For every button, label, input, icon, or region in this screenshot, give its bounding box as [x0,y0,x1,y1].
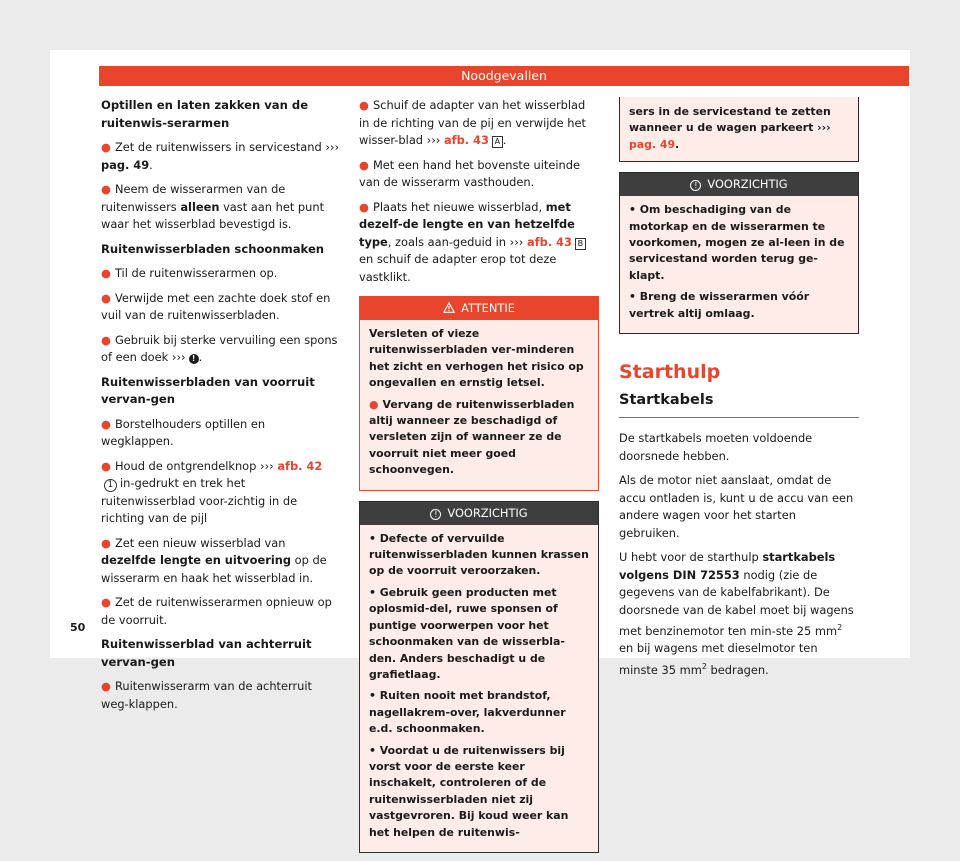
voorzichtig-box [619,172,859,334]
bullet-item: ● Met een hand het bovenste uiteinde van de wisserarm vasthouden. [359,157,580,189]
bullet-icon: ● [101,266,111,280]
paragraph: Als de motor niet aanslaat, omdat de accu ontladen is, kunt u de accu van een andere wagen voor het starten gebruiken. [619,473,854,540]
bullet-icon: ● [101,416,111,431]
attentie-body: Versleten of vieze ruitenwisserbladen ver-minderen het zicht en verhogen het risico op ongevallen en ernstig letsel. ● Vervang de ruitenwisserbladen altij wanneer ze beschadigd of versleten zijn of wanneer ze de voorruit niet meer goed schoonvegen. [360,320,598,490]
bullet-icon: ● [101,458,111,473]
heading-wiper-arms: Optillen en laten zakken van de ruitenwis-serarmen [101,98,309,130]
section-title: Starthulp [619,361,721,384]
warning-triangle-icon [443,302,455,313]
heading-replace-front: Ruitenwisserbladen van voorruit vervan-gen [101,374,315,406]
figure-ref-link[interactable]: afb. 43 [443,133,489,147]
heading-replace-rear: Ruitenwisserblad van achterruit vervan-gen [101,637,312,669]
heading-clean-blades: Ruitenwisserbladen schoonmaken [101,241,325,256]
figure-ref-link[interactable]: afb. 42 [277,458,323,473]
bullet-icon: ● [359,98,369,112]
column-1 [101,97,341,720]
bullet-item: ● Zet de ruitenwisserarmen opnieuw op de voorruit. [101,595,332,627]
bullet-icon: ● [101,679,111,693]
voorzichtig-continuation-box [619,97,859,162]
attentie-title: ATTENTIE [360,297,598,320]
info-circle-icon: ! [690,180,701,191]
continuation-body: sers in de servicestand te zetten wanneer u de wagen parkeert ››› pag. 49. [620,97,858,161]
paragraph: U hebt voor de starthulp startkabels volgens DIN 72553 nodig (zie de gegevens van de kabelfabrikant). De doorsnede van de kabel moet bij wagens met benzinemotor ten min-ste 25 $mm^2$ en bij wagens met dieselmotor ten minste 35 $mm^2$ bedragen. [619,550,854,677]
info-circle-icon: ! [430,509,441,520]
column-3 [619,97,859,686]
bullet-item: ● Ruitenwisserarm van de achterruit weg-klappen. [101,679,313,711]
callout-letter: B [575,238,586,250]
callout-letter: A [492,136,503,148]
voorzichtig-title: ! VOORZICHTIG [620,173,858,196]
bullet-item: ● Til de ruitenwisserarmen op. [101,266,278,280]
bullet-icon: ● [101,140,111,154]
callout-number: 1 [104,479,117,492]
paragraph: De startkabels moeten voldoende doorsnede hebben. [619,431,813,463]
bullet-icon: ● [359,157,369,172]
warning-icon[interactable]: ! [189,354,199,364]
voorzichtig-body [620,196,858,333]
bullet-item: ● Vervang de ruitenwisserbladen altij wanneer ze beschadigd of versleten zijn of wanneer ze de voorruit niet meer goed schoonvegen. [369,397,575,477]
manual-page [50,50,910,839]
bullet-item: ● Borstelhouders optillen en wegklappen. [101,416,266,448]
bullet-icon: ● [101,182,111,196]
bullet-item: ● Houd de ontgrendelknop ››› afb. 421 in-gedrukt en trek het ruitenwisserblad voor-zichtig in de richting van de pijl [101,458,323,525]
bullet-item: • Defecte of vervuilde ruitenwisserbladen kunnen krassen op de voorruit veroorzaken. [369,531,589,578]
bullet-item: ● Schuif de adapter van het wisserblad in de richting van de pij en verwijde het wisser-blad ››› afb. 43 A . [359,98,586,147]
bullet-item: ● Zet de ruitenwissers in servicestand ››› pag. 49. [101,140,339,172]
voorzichtig-body [360,525,598,852]
section-header: Noodgevallen [99,66,909,86]
bullet-icon: ● [101,332,111,347]
attentie-box [359,296,599,491]
page-ref-link[interactable]: pag. 49 [629,137,676,151]
page-number: 50 [70,621,86,634]
figure-ref-link[interactable]: afb. 43 [526,234,572,249]
bullet-item: ● Verwijde met een zachte doek stof en vuil van de ruitenwisserbladen. [101,290,331,322]
bullet-icon: ● [101,290,111,305]
bullet-item: ● Zet een nieuw wisserblad van dezelfde lengte en uitvoering op de wisserarm en haak het wisserblad in. [101,535,327,585]
bullet-icon: ● [369,397,379,411]
sub-title: Startkabels [619,392,859,419]
column-2 [359,97,599,861]
bullet-item: ● Plaats het nieuwe wisserblad, met dezelf-de lengte en van hetzelfde type, zoals aan-geduid in ››› afb. 43 B en schuif de adapter erop tot deze vastklikt. [359,199,599,287]
bullet-item: • Ruiten nooit met brandstof, nagellakrem-over, lakverdunner e.d. schoonmaken. [369,689,566,736]
bullet-icon: ● [101,595,111,609]
bullet-item: • Gebruik geen producten met oplosmid-del, ruwe sponsen of puntige voorwerpen voor het schoonmaken van de wisserbla-den. Anders beschadigt u de grafietlaag. [369,585,565,681]
page-ref-link[interactable]: pag. 49 [101,157,150,172]
voorzichtig-title: ! VOORZICHTIG [360,502,598,525]
bullet-icon: ● [101,535,111,550]
bullet-item: • Om beschadiging van de motorkap en de wisserarmen te voorkomen, mogen ze al-leen in de servicestand worden terug ge-klapt. [629,203,845,282]
voorzichtig-box [359,501,599,853]
bullet-item: • Voordat u de ruitenwissers bij vorst voor de eerste keer inschakelt, controleren of de ruitenwisserbladen niet zij vastgevroren. Bij koud weer kan het helpen de ruitenwis- [369,743,569,839]
bullet-item: ● Gebruik bij sterke vervuiling een spons of een doek ››› ! . [101,332,338,364]
bullet-item: • Breng de wisserarmen vóór vertrek altij omlaag. [629,290,810,320]
bullet-icon: ● [359,199,369,214]
bullet-item: ● Neem de wisserarmen van de ruitenwissers alleen vast aan het punt waar het wisserblad bevestigd is. [101,182,325,231]
